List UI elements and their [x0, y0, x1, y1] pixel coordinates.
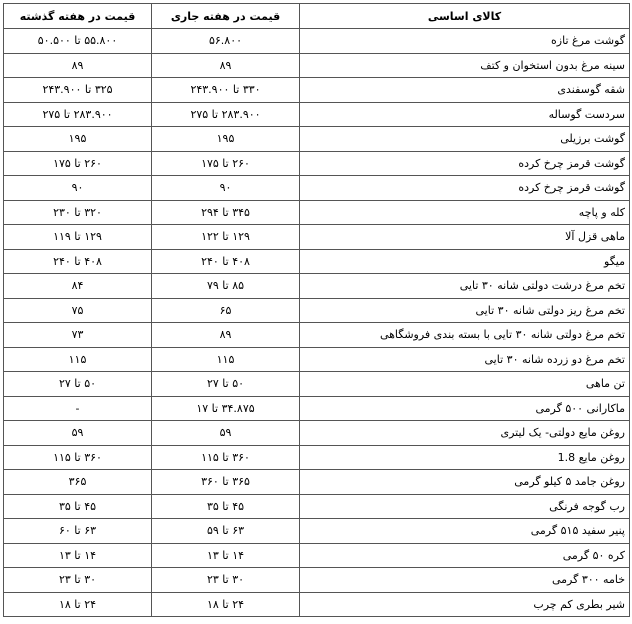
previous-week-price: ۱۹۵ — [4, 127, 152, 152]
item-name: روغن مایع دولتی- یک لیتری — [300, 421, 630, 446]
header-item: کالای اساسی — [300, 4, 630, 29]
previous-week-price: ۷۳ — [4, 323, 152, 348]
item-name: ماکارانی ۵۰۰ گرمی — [300, 396, 630, 421]
previous-week-price: ۵۵.۸۰۰ تا ۵۰.۵۰۰ — [4, 29, 152, 54]
current-week-price: ۲۶۰ تا ۱۷۵ — [152, 151, 300, 176]
current-week-price: ۳۳۰ تا ۲۴۳.۹۰۰ — [152, 78, 300, 103]
previous-week-price: ۳۶۰ تا ۱۱۵ — [4, 445, 152, 470]
current-week-price: ۵۶.۸۰۰ — [152, 29, 300, 54]
table-row — [4, 176, 630, 201]
table-row — [4, 494, 630, 519]
item-name: رب گوجه فرنگی — [300, 494, 630, 519]
item-name: کره ۵۰ گرمی — [300, 543, 630, 568]
item-name: تخم مرغ درشت دولتی شانه ۳۰ تایی — [300, 274, 630, 299]
current-week-price: ۸۵ تا ۷۹ — [152, 274, 300, 299]
header-current-week: قیمت در هفته جاری — [152, 4, 300, 29]
previous-week-price: ۷۵ — [4, 298, 152, 323]
table-row — [4, 445, 630, 470]
current-week-price: ۶۳ تا ۵۹ — [152, 519, 300, 544]
table-row — [4, 298, 630, 323]
table-row — [4, 225, 630, 250]
previous-week-price: ۲۶۰ تا ۱۷۵ — [4, 151, 152, 176]
table-row — [4, 372, 630, 397]
table-row — [4, 274, 630, 299]
item-name: کله و پاچه — [300, 200, 630, 225]
current-week-price: ۸۹ — [152, 53, 300, 78]
item-name: تن ماهی — [300, 372, 630, 397]
current-week-price: ۴۰۸ تا ۲۴۰ — [152, 249, 300, 274]
table-row — [4, 470, 630, 495]
current-week-price: ۶۵ — [152, 298, 300, 323]
item-name: گوشت قرمز چرخ کرده — [300, 151, 630, 176]
previous-week-price: ۴۵ تا ۳۵ — [4, 494, 152, 519]
table-row — [4, 151, 630, 176]
table-row — [4, 347, 630, 372]
previous-week-price: ۴۰۸ تا ۲۴۰ — [4, 249, 152, 274]
item-name: روغن جامد ۵ کیلو گرمی — [300, 470, 630, 495]
current-week-price: ۱۲۹ تا ۱۲۲ — [152, 225, 300, 250]
item-name: تخم مرغ ریز دولتی شانه ۳۰ تایی — [300, 298, 630, 323]
current-week-price: ۱۴ تا ۱۳ — [152, 543, 300, 568]
item-name: سینه مرغ بدون استخوان و کتف — [300, 53, 630, 78]
header-previous-week: قیمت در هفته گذشته — [4, 4, 152, 29]
table-body — [4, 29, 630, 617]
current-week-price: ۱۱۵ — [152, 347, 300, 372]
table-row — [4, 323, 630, 348]
table-row — [4, 127, 630, 152]
previous-week-price: ۳۶۵ — [4, 470, 152, 495]
current-week-price: ۸۹ — [152, 323, 300, 348]
table-row — [4, 568, 630, 593]
previous-week-price: ۱۴ تا ۱۳ — [4, 543, 152, 568]
previous-week-price: ۵۹ — [4, 421, 152, 446]
previous-week-price: ۲۸۳.۹۰۰ تا ۲۷۵ — [4, 102, 152, 127]
item-name: تخم مرغ دولتی شانه ۳۰ تایی با بسته بندی فروشگاهی — [300, 323, 630, 348]
current-week-price: ۲۴ تا ۱۸ — [152, 592, 300, 617]
table-header-row — [4, 4, 630, 29]
previous-week-price: ۵۰ تا ۲۷ — [4, 372, 152, 397]
previous-week-price: ۳۰ تا ۲۳ — [4, 568, 152, 593]
item-name: روغن مایع 1.8 — [300, 445, 630, 470]
item-name: شیر بطری کم چرب — [300, 592, 630, 617]
item-name: پنیر سفید ۵۱۵ گرمی — [300, 519, 630, 544]
previous-week-price: ۸۹ — [4, 53, 152, 78]
previous-week-price: ۲۴ تا ۱۸ — [4, 592, 152, 617]
previous-week-price: ۹۰ — [4, 176, 152, 201]
table-row — [4, 396, 630, 421]
current-week-price: ۵۰ تا ۲۷ — [152, 372, 300, 397]
current-week-price: ۳۶۵ تا ۳۶۰ — [152, 470, 300, 495]
table-row — [4, 200, 630, 225]
table-row — [4, 543, 630, 568]
item-name: تخم مرغ دو زرده شانه ۳۰ تایی — [300, 347, 630, 372]
previous-week-price: ۳۲۵ تا ۲۴۳.۹۰۰ — [4, 78, 152, 103]
item-name: شقه گوسفندی — [300, 78, 630, 103]
item-name: میگو — [300, 249, 630, 274]
table-row — [4, 249, 630, 274]
table-row — [4, 592, 630, 617]
table-row — [4, 519, 630, 544]
current-week-price: ۱۹۵ — [152, 127, 300, 152]
previous-week-price: ۱۱۵ — [4, 347, 152, 372]
previous-week-price: - — [4, 396, 152, 421]
item-name: ماهی قزل آلا — [300, 225, 630, 250]
current-week-price: ۳۶۰ تا ۱۱۵ — [152, 445, 300, 470]
price-table — [3, 3, 630, 617]
item-name: گوشت برزیلی — [300, 127, 630, 152]
table-row — [4, 421, 630, 446]
item-name: گوشت قرمز چرخ کرده — [300, 176, 630, 201]
table-row — [4, 53, 630, 78]
table-row — [4, 78, 630, 103]
item-name: گوشت مرغ تازه — [300, 29, 630, 54]
current-week-price: ۴۵ تا ۳۵ — [152, 494, 300, 519]
current-week-price: ۳۴۵ تا ۲۹۴ — [152, 200, 300, 225]
item-name: سردست گوساله — [300, 102, 630, 127]
current-week-price: ۵۹ — [152, 421, 300, 446]
previous-week-price: ۶۳ تا ۶۰ — [4, 519, 152, 544]
current-week-price: ۲۸۳.۹۰۰ تا ۲۷۵ — [152, 102, 300, 127]
previous-week-price: ۸۴ — [4, 274, 152, 299]
current-week-price: ۳۴.۸۷۵ تا ۱۷ — [152, 396, 300, 421]
previous-week-price: ۱۲۹ تا ۱۱۹ — [4, 225, 152, 250]
table-row — [4, 29, 630, 54]
price-table-container — [3, 3, 630, 617]
previous-week-price: ۳۲۰ تا ۲۳۰ — [4, 200, 152, 225]
current-week-price: ۳۰ تا ۲۳ — [152, 568, 300, 593]
table-row — [4, 102, 630, 127]
current-week-price: ۹۰ — [152, 176, 300, 201]
item-name: خامه ۳۰۰ گرمی — [300, 568, 630, 593]
